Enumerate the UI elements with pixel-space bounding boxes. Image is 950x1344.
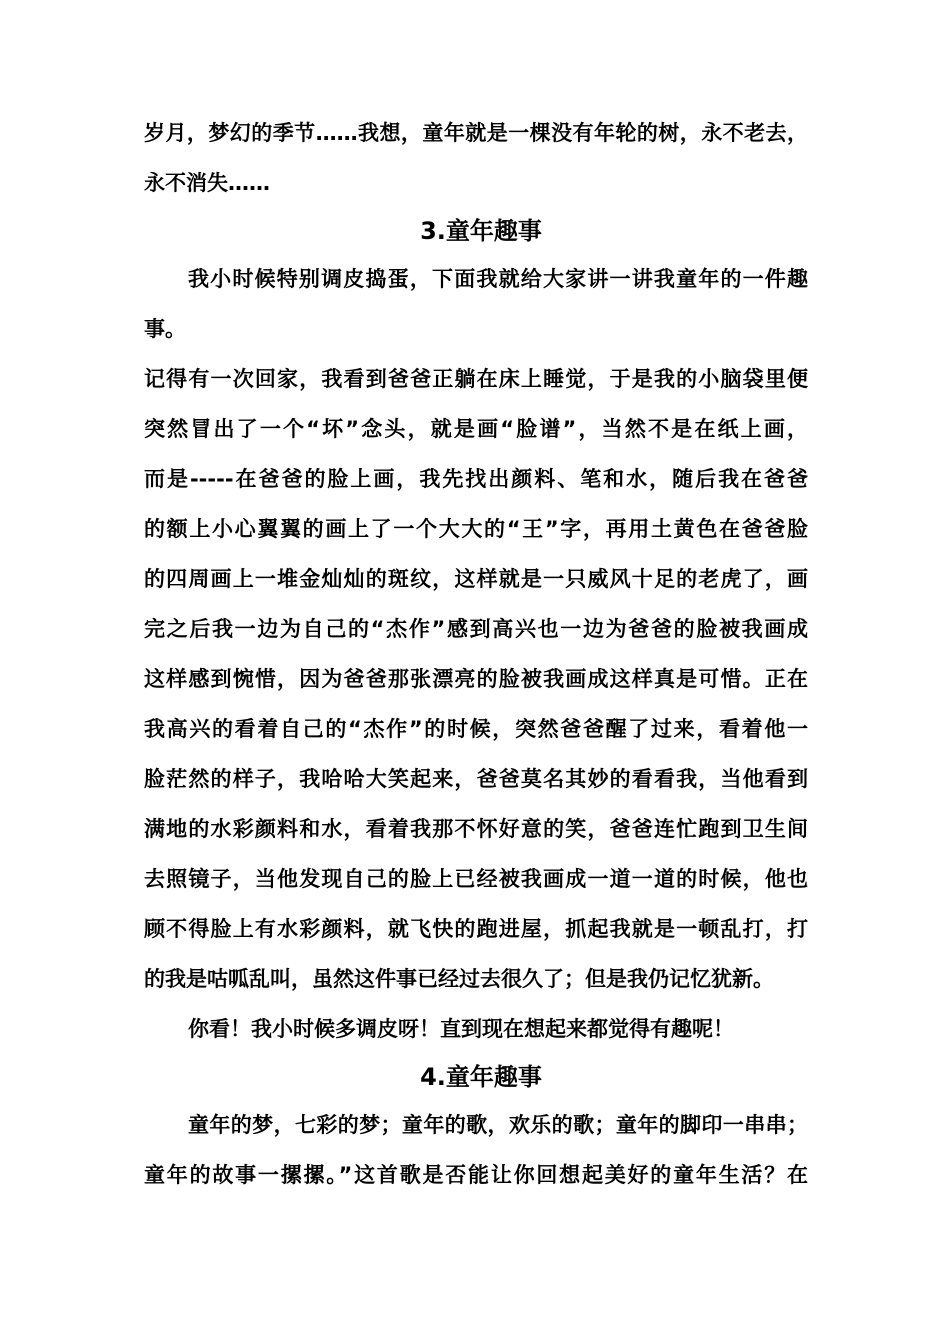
- section-heading: 4.童年趣事: [420, 1063, 542, 1091]
- paragraph-line: 童年的梦，七彩的梦；童年的歌，欢乐的歌；童年的脚印一串串；: [188, 1113, 808, 1137]
- paragraph-line: 去照镜子，当他发现自己的脸上已经被我画成一道一道的时候，他也: [144, 867, 808, 891]
- paragraph-line: 顾不得脸上有水彩颜料，就飞快的跑进屋，抓起我就是一顿乱打，打: [144, 917, 808, 941]
- paragraph-line: 你看！我小时候多调皮呀！直到现在想起来都觉得有趣呢！: [188, 1017, 734, 1041]
- paragraph-line: 我小时候特别调皮捣蛋，下面我就给大家讲一讲我童年的一件趣: [188, 267, 808, 291]
- paragraph-line: 岁月，梦幻的季节……我想，童年就是一棵没有年轮的树，永不老去，: [144, 121, 808, 145]
- section-heading: 3.童年趣事: [420, 217, 542, 245]
- paragraph-line: 童年的故事一摞摞。”这首歌是否能让你回想起美好的童年生活？在: [144, 1163, 808, 1187]
- document-body: [144, 108, 808, 1200]
- paragraph-line: 的额上小心翼翼的画上了一个大大的“王”字，再用土黄色在爸爸脸: [144, 517, 808, 541]
- paragraph-line: 的我是咕呱乱叫，虽然这件事已经过去很久了；但是我仍记忆犹新。: [144, 967, 774, 991]
- paragraph-line: 记得有一次回家，我看到爸爸正躺在床上睡觉，于是我的小脑袋里便: [144, 367, 808, 391]
- paragraph-line: 完之后我一边为自己的“杰作”感到高兴也一边为爸爸的脸被我画成: [144, 617, 808, 641]
- paragraph-line: 永不消失……: [144, 171, 270, 195]
- paragraph-line: 脸茫然的样子，我哈哈大笑起来，爸爸莫名其妙的看看我，当他看到: [144, 767, 808, 791]
- paragraph-line: 满地的水彩颜料和水，看着我那不怀好意的笑，爸爸连忙跑到卫生间: [144, 817, 808, 841]
- paragraph-line: 这样感到惋惜，因为爸爸那张漂亮的脸被我画成这样真是可惜。正在: [144, 667, 808, 691]
- paragraph-line: 我高兴的看着自己的“杰作”的时候，突然爸爸醒了过来，看着他一: [144, 717, 808, 741]
- paragraph-line: 而是-----在爸爸的脸上画，我先找出颜料、笔和水，随后我在爸爸: [144, 467, 808, 491]
- paragraph-line: 的四周画上一堆金灿灿的斑纹，这样就是一只威风十足的老虎了，画: [144, 567, 808, 591]
- paragraph-line: 事。: [144, 317, 186, 341]
- paragraph-line: 突然冒出了一个“坏”念头，就是画“脸谱”，当然不是在纸上画，: [144, 417, 808, 441]
